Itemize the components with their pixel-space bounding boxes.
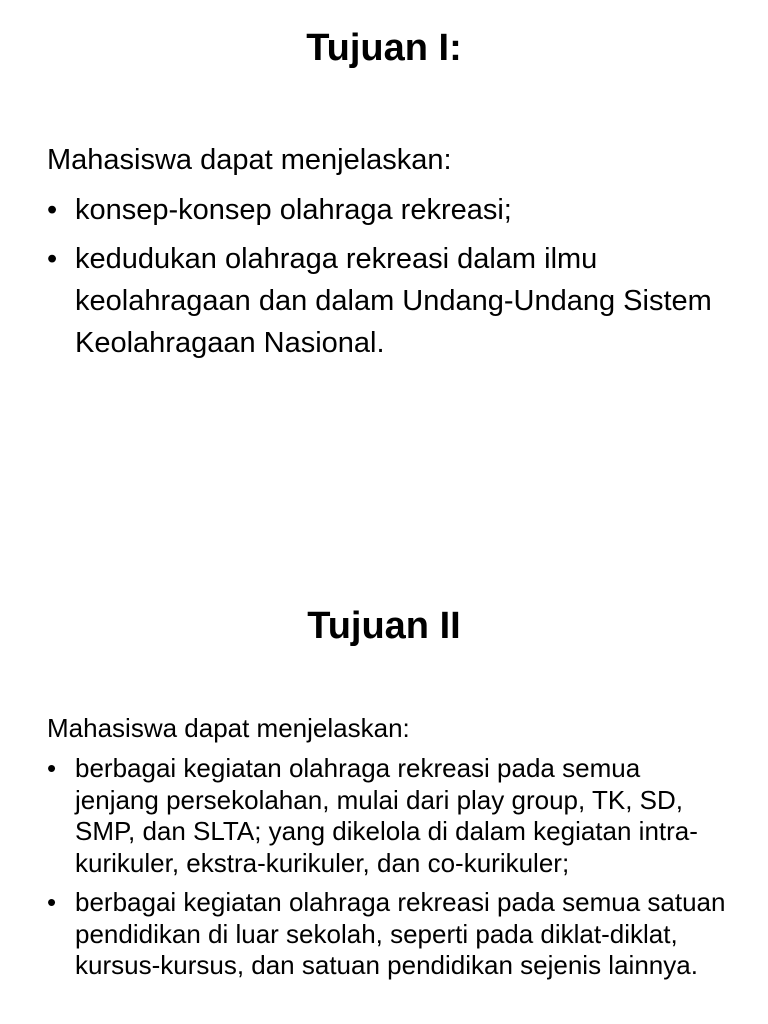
bullet-icon: • xyxy=(47,194,58,226)
list-item-text: kedudukan olahraga rekreasi dalam ilmu keolahragaan dan dalam Undang-Undang Sistem Keolahragaan Nasional. xyxy=(75,243,712,359)
list-item xyxy=(47,887,727,982)
slide-title: Tujuan I: xyxy=(306,27,462,69)
bullet-icon: • xyxy=(47,753,57,783)
slide-title: Tujuan II xyxy=(307,605,461,647)
bullet-icon: • xyxy=(47,887,57,917)
objective-list xyxy=(47,189,727,371)
objective-list xyxy=(47,753,727,990)
slide-tujuan-2 xyxy=(0,600,768,980)
list-item-text: berbagai kegiatan olahraga rekreasi pada semua jenjang persekolahan, mulai dari play group, TK, SD, SMP, dan SLTA; yang dikelola di dalam kegiatan intra-kurikuler, ekstra-kurikuler, dan co-kurikuler; xyxy=(75,753,698,878)
intro-text: Mahasiswa dapat menjelaskan: xyxy=(47,144,452,176)
list-item xyxy=(47,189,727,231)
list-item-text: berbagai kegiatan olahraga rekreasi pada semua satuan pendidikan di luar sekolah, seperti pada diklat-diklat, kursus-kursus, dan satuan pendidikan sejenis lainnya. xyxy=(75,887,726,980)
list-item-text: konsep-konsep olahraga rekreasi; xyxy=(75,194,512,226)
intro-text: Mahasiswa dapat menjelaskan: xyxy=(47,713,410,743)
list-item xyxy=(47,238,727,364)
slide-tujuan-1 xyxy=(0,0,768,359)
list-item xyxy=(47,753,727,879)
bullet-icon: • xyxy=(47,243,58,275)
